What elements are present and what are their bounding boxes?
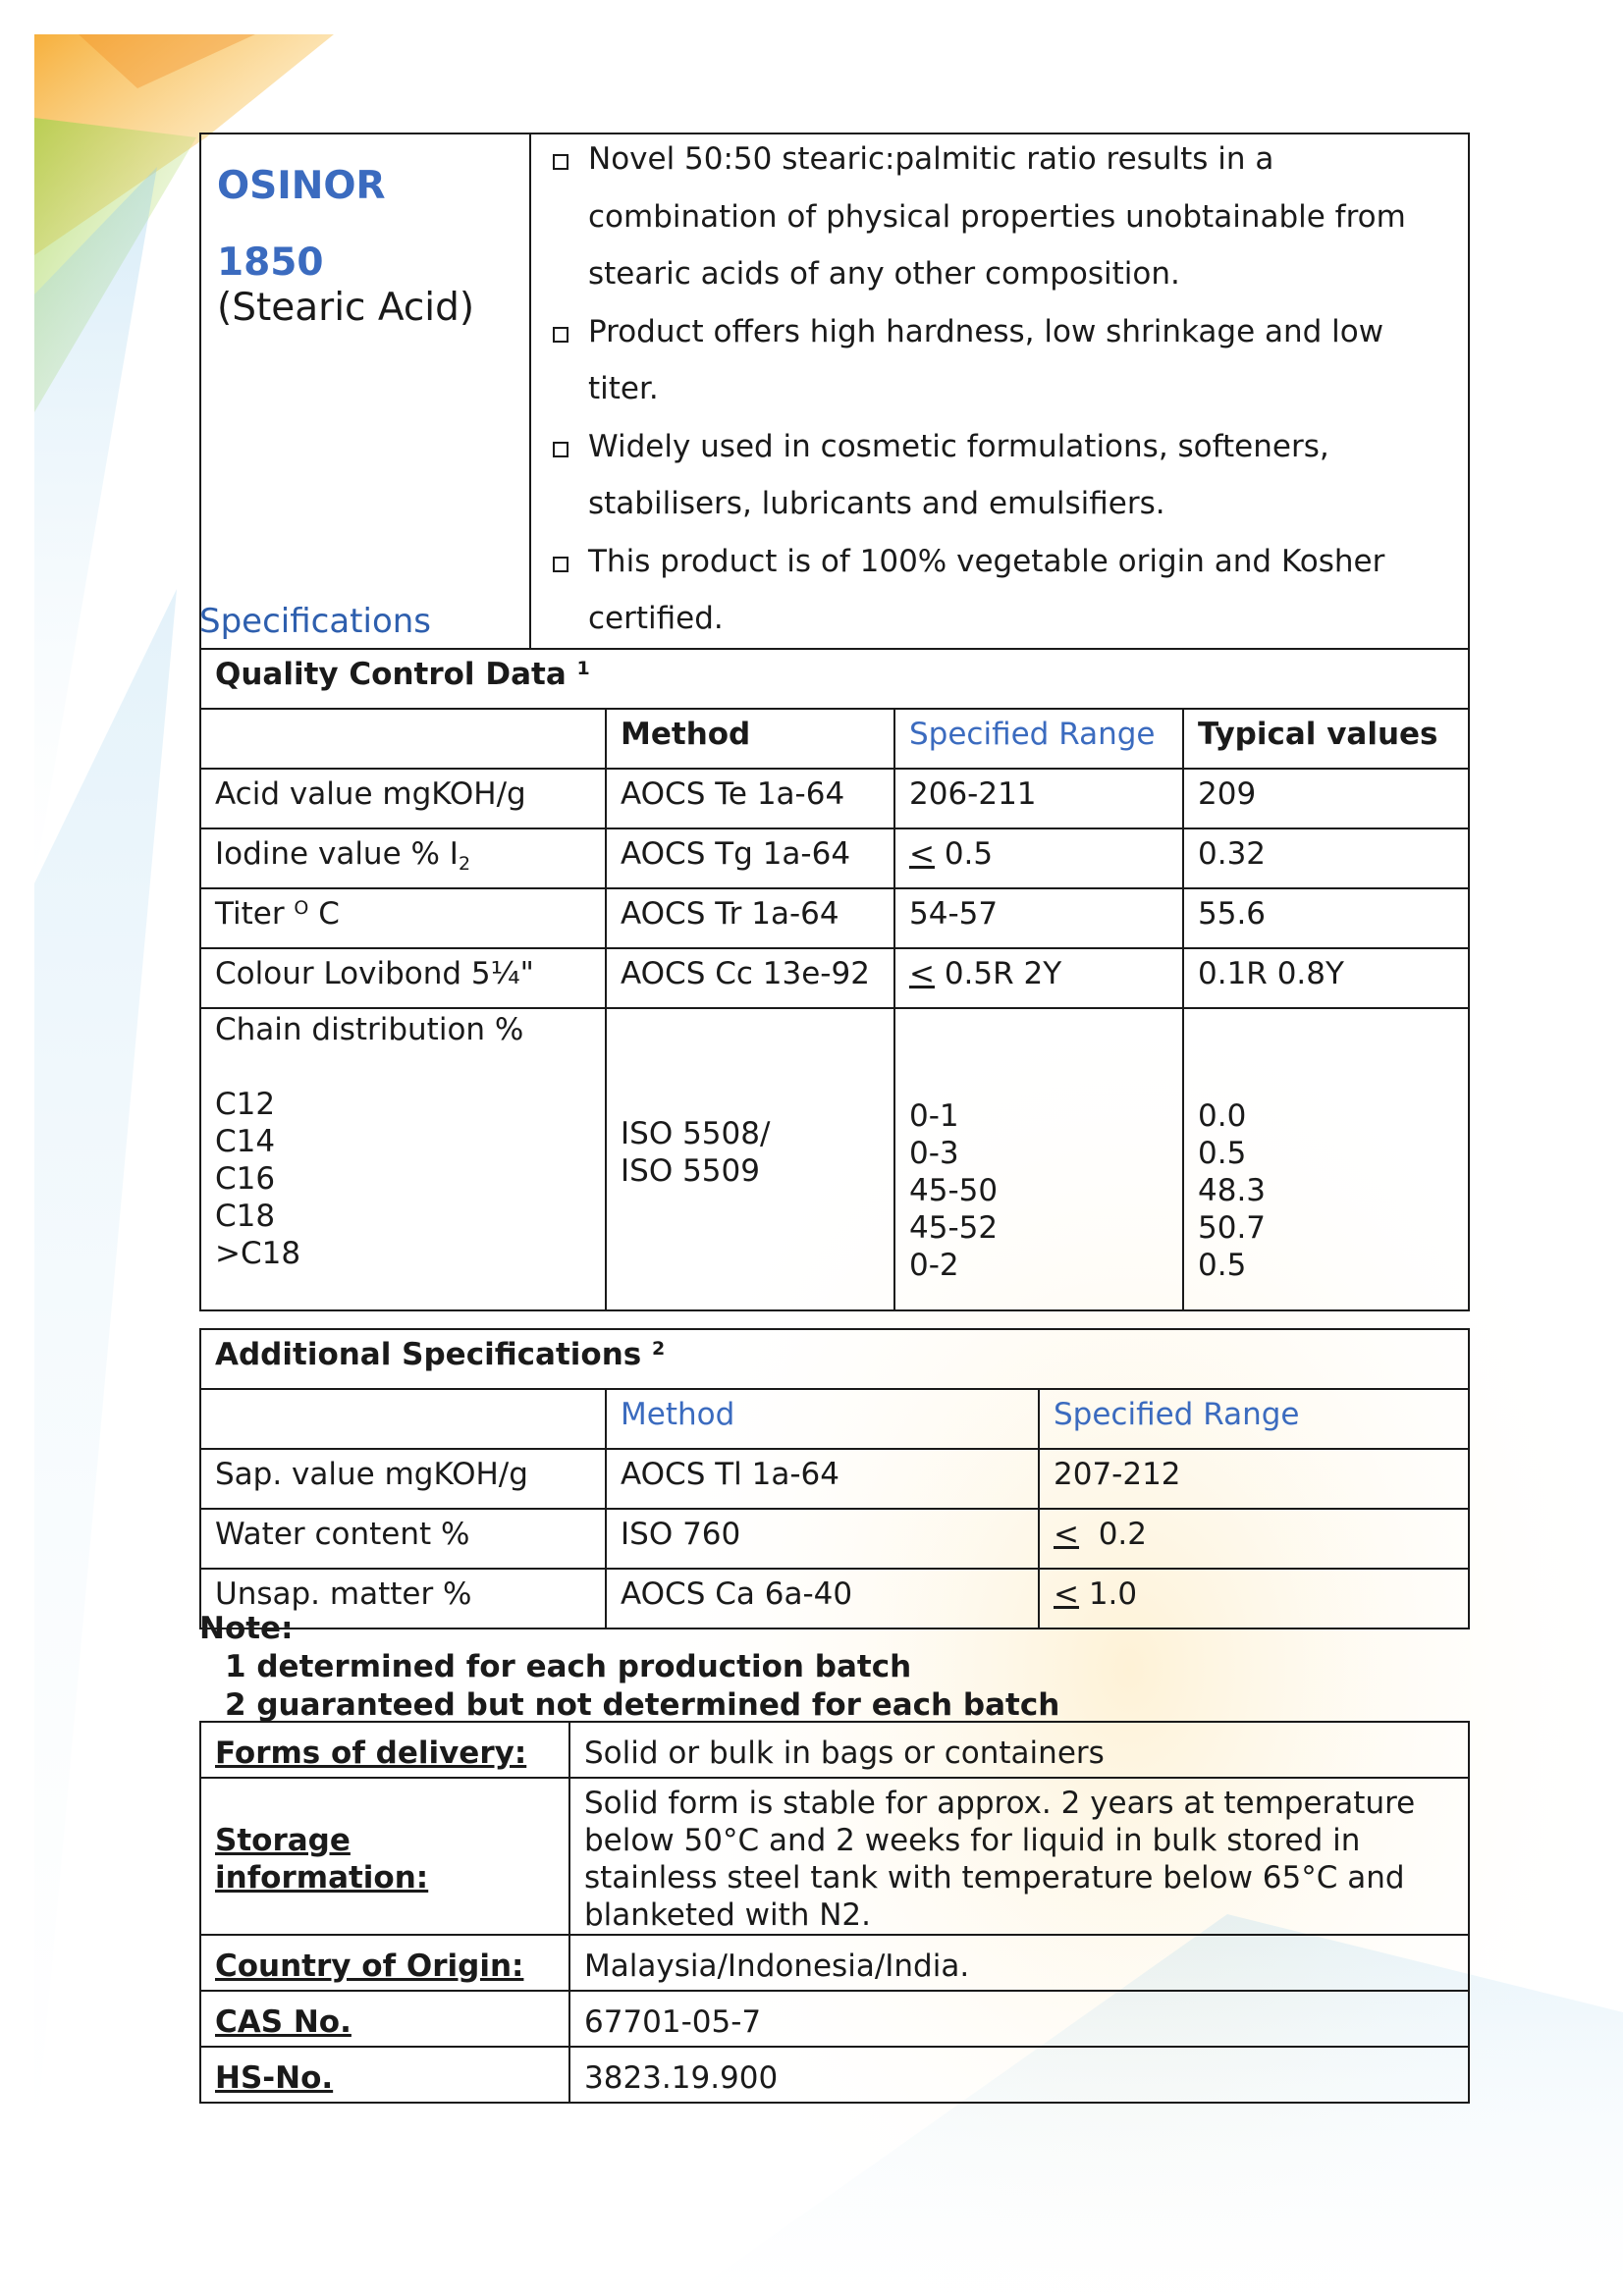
product-intro-box [199, 133, 1470, 650]
product-name: OSINOR [217, 164, 386, 208]
feature-item: Novel 50:50 stearic:palmitic ratio results in a combination of physical properties unobtainable from stearic acids of any other composition. [553, 131, 1452, 303]
range-cell: < 1.0 [1039, 1569, 1469, 1629]
info-value: 67701-05-7 [569, 1991, 1469, 2047]
table-row [200, 888, 1469, 948]
note-line: 1 determined for each production batch [225, 1649, 912, 1684]
acid-item: >C18 [215, 1236, 301, 1271]
param-cell: Titer $^O$ C [200, 888, 606, 948]
qc-header-typical: Typical values [1183, 709, 1469, 769]
chain-label: Chain distribution % [215, 1012, 524, 1047]
range-cell: 206-211 [894, 769, 1183, 828]
param-cell: Water content % [200, 1509, 606, 1569]
range-cell: < 0.5R 2Y [894, 948, 1183, 1008]
table-row [200, 1991, 1469, 2047]
chain-method-cell: ISO 5508/ ISO 5509 [606, 1008, 894, 1310]
qc-header-range: Specified Range [894, 709, 1183, 769]
info-value: Solid or bulk in bags or containers [569, 1722, 1469, 1778]
feature-list [531, 131, 1468, 648]
info-value: 3823.19.900 [569, 2047, 1469, 2103]
qc-header-method: Method [606, 709, 894, 769]
info-label: Country of Origin: [200, 1935, 569, 1991]
chain-range-cell: 0-1 0-3 45-50 45-52 0-2 [894, 1008, 1183, 1310]
param-cell: Iodine value % $I_2$ [200, 828, 606, 888]
note-label: Note: [199, 1611, 294, 1646]
feature-item: Widely used in cosmetic formulations, softeners, stabilisers, lubricants and emulsifiers. [553, 418, 1452, 533]
acid-item: C16 [215, 1161, 276, 1197]
additional-title: Additional Specifications $^2$ [200, 1329, 1469, 1389]
qc-title: Quality Control Data $^1$ [200, 649, 1469, 709]
table-row [200, 1935, 1469, 1991]
add-header-method: Method [606, 1389, 1039, 1449]
table-row [200, 1449, 1469, 1509]
method-cell: AOCS Tl 1a-64 [606, 1449, 1039, 1509]
additional-specifications-table [199, 1328, 1470, 1629]
typical-cell: 0.1R 0.8Y [1183, 948, 1469, 1008]
range-cell: < 0.5 [894, 828, 1183, 888]
specifications-heading: Specifications [199, 602, 432, 641]
feature-item: This product is of 100% vegetable origin and Kosher certified. [553, 533, 1452, 648]
table-row [200, 948, 1469, 1008]
checkbox-bullet-icon [553, 442, 568, 457]
product-number: 1850 [217, 240, 324, 285]
product-info-table [199, 1721, 1470, 2104]
chain-param-cell [200, 1008, 606, 1310]
info-value: Solid form is stable for approx. 2 years at temperature below 50°C and 2 weeks for liquid in bulk stored in stainless steel tank with temperature below 65°C and blanketed with N2. [569, 1778, 1469, 1935]
method-cell: ISO 760 [606, 1509, 1039, 1569]
param-cell: Unsap. matter % [200, 1569, 606, 1629]
acid-item: C12 [215, 1087, 276, 1122]
method-cell: AOCS Te 1a-64 [606, 769, 894, 828]
typical-cell: 209 [1183, 769, 1469, 828]
table-row [200, 828, 1469, 888]
method-cell: AOCS Cc 13e-92 [606, 948, 894, 1008]
info-label: HS-No. [200, 2047, 569, 2103]
product-features-cell [530, 133, 1469, 649]
param-cell: Colour Lovibond 5¼" [200, 948, 606, 1008]
param-cell: Sap. value mgKOH/g [200, 1449, 606, 1509]
info-label: Storage information: [200, 1778, 569, 1935]
method-cell: AOCS Ca 6a-40 [606, 1569, 1039, 1629]
acid-item: C14 [215, 1124, 276, 1159]
param-cell: Acid value mgKOH/g [200, 769, 606, 828]
feature-item: Product offers high hardness, low shrinkage and low titer. [553, 303, 1452, 418]
table-row [200, 1778, 1469, 1935]
typical-cell: 0.32 [1183, 828, 1469, 888]
qc-header-empty [200, 709, 606, 769]
info-value: Malaysia/Indonesia/India. [569, 1935, 1469, 1991]
checkbox-bullet-icon [553, 557, 568, 572]
range-cell: 54-57 [894, 888, 1183, 948]
add-header-empty [200, 1389, 606, 1449]
product-subtitle: (Stearic Acid) [217, 286, 475, 330]
product-title-cell [200, 133, 530, 649]
typical-cell: 55.6 [1183, 888, 1469, 948]
quality-control-table [199, 648, 1470, 1311]
range-cell: 207-212 [1039, 1449, 1469, 1509]
add-header-range: Specified Range [1039, 1389, 1469, 1449]
chain-typical-cell: 0.0 0.5 48.3 50.7 0.5 [1183, 1008, 1469, 1310]
info-label: CAS No. [200, 1991, 569, 2047]
range-cell: < 0.2 [1039, 1509, 1469, 1569]
note-line: 2 guaranteed but not determined for each batch [225, 1687, 1060, 1723]
chain-distribution-row [200, 1008, 1469, 1310]
method-cell: AOCS Tg 1a-64 [606, 828, 894, 888]
table-row [200, 1722, 1469, 1778]
method-cell: AOCS Tr 1a-64 [606, 888, 894, 948]
table-row [200, 769, 1469, 828]
info-label: Forms of delivery: [200, 1722, 569, 1778]
table-row [200, 1509, 1469, 1569]
table-row [200, 2047, 1469, 2103]
checkbox-bullet-icon [553, 327, 568, 343]
checkbox-bullet-icon [553, 154, 568, 170]
acid-item: C18 [215, 1199, 276, 1234]
note-block [199, 1610, 1059, 1725]
